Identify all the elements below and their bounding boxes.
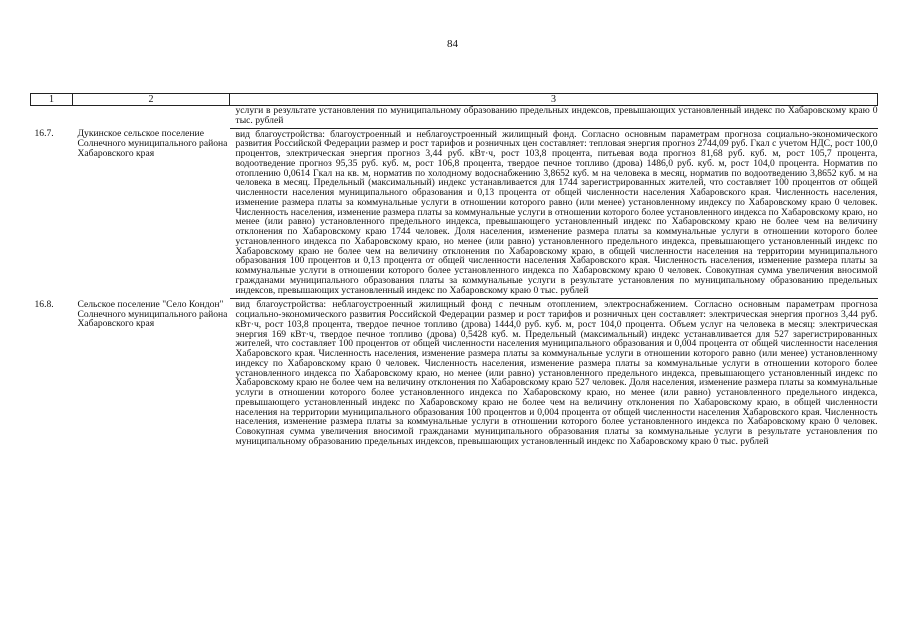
row-municipality-cell: Дукинское сельское поселение Солнечного муниципального района Хабаровского края	[77, 128, 228, 159]
continuation-text-cell: услуги в результате установления по муниципальному образованию предельных индексов, превышающих установленный индекс по Хабаровскому краю 0 тыс. рублей	[230, 106, 878, 129]
table-header-row	[31, 94, 878, 106]
column-header-description: 3	[230, 94, 878, 106]
row-description-cell: вид благоустройства: благоустроенный и неблагоустроенный жилищный фонд. Согласно основным параметрам прогноза социально-экономического развития Российской Федерации размер и рост тарифов и розничных цен составляет: тепловая энергия прогноз 2744,09 руб. Гкал с учетом НДС, рост 100,0 процентов, электрическая энергия прогноз 3,44 руб. кВт·ч, рост 103,8 процента, питьевая вода прогноз 81,68 руб. куб. м, рост 105,7 процента, водоотведение прогноз 95,35 руб. куб. м, рост 106,8 процента, твердое печное топливо (дрова) 1486,0 руб. куб. м, рост 104,0 процента. Норматив по отоплению 0,0614 Гкал на кв. м, норматив по холодному водоснабжению 3,8652 куб. м на человека в месяц, норматив по водоотведению 3,8652 куб. м на человека в месяц. Предельный (максимальный) индекс устанавливается для 1744 зарегистрированных жителей, что составляет 100 процентов от общей численности населения муниципального образования и 0,13 процента от общей численности населения Хабаровского края. Численность населения, изменение размера платы за коммунальные услуги в отношении которого равно (или менее) установленному индексу по Хабаровскому краю 0 человек. Численность населения, изменение размера платы за коммунальные услуги в отношении которого более установленного индекса по Хабаровскому краю, но менее (или равно) установленного предельного индекса, превышающего установленный индекс по Хабаровскому краю не более чем на величину отклонения по Хабаровскому краю 1744 человек. Доля населения, изменение размера платы за коммунальные услуги в отношении которого более установленного индекса по Хабаровскому краю, но менее (или равно) установленного предельного индекса, превышающего установленный индекс по Хабаровскому краю не более чем на величину отклонения по Хабаровскому краю, в общей численности населения на территории муниципального образования 100 процентов и 0,13 процента от общей численности населения Хабаровского края. Численность населения, изменение размера платы за коммунальные услуги в отношении которого более установленного индекса по Хабаровскому краю 0 человек. Совокупная сумма увеличения вносимой гражданами муниципального образования платы за коммунальные услуги в результате установления по муниципальному образованию предельных индексов, превышающих установленный индекс по Хабаровскому краю 0 тыс. рублей	[230, 128, 878, 299]
table-row	[31, 128, 878, 299]
row-description-cell: вид благоустройства: неблагоустроенный жилищный фонд с печным отоплением, электроснабжением. Согласно основным параметрам прогноза социально-экономического развития Российской Федерации размер и рост тарифов и розничных цен составляет: электрическая энергия прогноз 3,44 руб. кВт·ч, рост 103,8 процента, твердое печное топливо (дрова) 1444,0 руб. куб. м, рост 104,0 процента. Объем услуг на человека в месяц: электрическая энергия 169 кВт·ч, твердое печное топливо (дрова) 0,5428 куб. м. Предельный (максимальный) индекс устанавливается для 527 зарегистрированных жителей, что составляет 100 процентов от общей численности населения муниципального образования и 0,004 процента от общей численности населения Хабаровского края. Численность населения, изменение размера платы за коммунальные услуги в отношении которого равно (или менее) установленному индексу по Хабаровскому краю 0 человек. Численность населения, изменение размера платы за коммунальные услуги в отношении которого более установленного индекса по Хабаровскому краю, но менее (или равно) установленного предельного индекса, превышающего установленный индекс по Хабаровскому краю не более чем на величину отклонения по Хабаровскому краю 527 человек. Доля населения, изменение размера платы за коммунальные услуги в отношении которого более установленного индекса по Хабаровскому краю, но менее (или равно) установленного предельного индекса, превышающего установленный индекс по Хабаровскому краю не более чем на величину отклонения по Хабаровскому краю, в общей численности населения на территории муниципального образования 100 процентов и 0,004 процента от общей численности населения Хабаровского края. Численность населения, изменение размера платы за коммунальные услуги в отношении которого более установленного индекса по Хабаровскому краю 0 человек. Совокупная сумма увеличения вносимой гражданами муниципального образования платы за коммунальные услуги в результате установления по муниципальному образованию предельных индексов, превышающих установленный индекс по Хабаровскому краю 0 тыс. рублей	[235, 299, 878, 447]
row-municipality-cell: Сельское поселение "Село Кондон" Солнечного муниципального района Хабаровского края	[77, 298, 228, 330]
table-row-continuation	[31, 106, 878, 129]
continuation-number-cell	[31, 106, 73, 129]
row-number-cell: 16.7.	[34, 128, 54, 139]
column-header-number: 1	[31, 94, 73, 106]
tariff-index-table	[30, 93, 878, 450]
column-header-municipality: 2	[73, 94, 230, 106]
row-number-cell: 16.8.	[34, 298, 54, 310]
page-number: 84	[447, 38, 458, 50]
continuation-name-cell	[73, 106, 230, 129]
table-row	[31, 299, 878, 450]
